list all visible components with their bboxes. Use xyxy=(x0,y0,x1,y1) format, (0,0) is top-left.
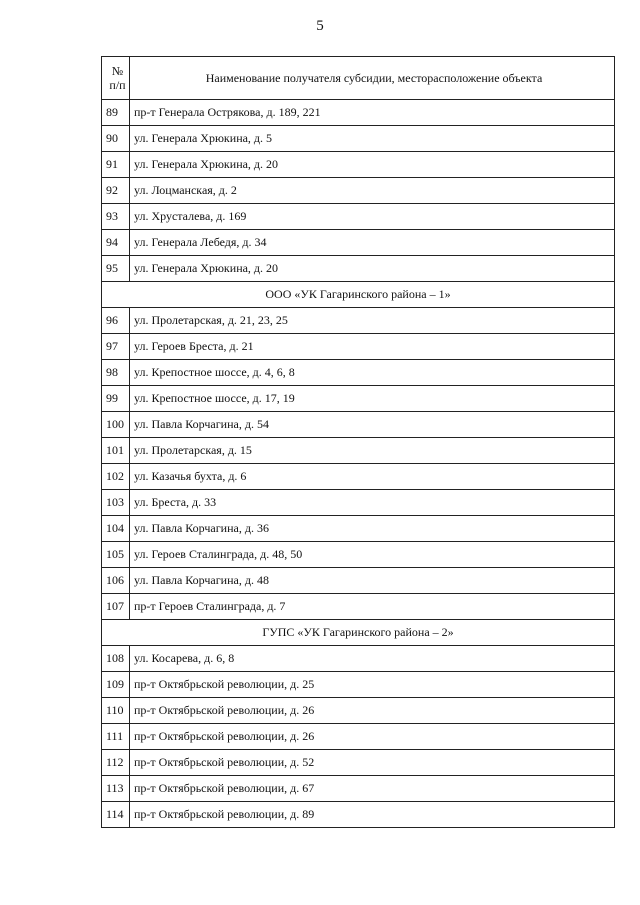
row-address: ул. Павла Корчагина, д. 36 xyxy=(130,516,615,542)
row-number: 101 xyxy=(102,438,130,464)
group-header-text: ООО «УК Гагаринского района – 1» xyxy=(102,282,615,308)
table-row xyxy=(102,100,615,126)
table-row xyxy=(102,542,615,568)
row-address: ул. Пролетарская, д. 15 xyxy=(130,438,615,464)
row-number: 98 xyxy=(102,360,130,386)
table-row xyxy=(102,178,615,204)
row-number: 92 xyxy=(102,178,130,204)
row-number: 113 xyxy=(102,776,130,802)
row-number: 95 xyxy=(102,256,130,282)
table-row xyxy=(102,698,615,724)
table-row xyxy=(102,724,615,750)
row-address: пр-т Октябрьской революции, д. 67 xyxy=(130,776,615,802)
header-name-column: Наименование получателя субсидии, месторасположение объекта xyxy=(130,57,615,100)
table-row xyxy=(102,646,615,672)
row-number: 97 xyxy=(102,334,130,360)
row-address: ул. Бреста, д. 33 xyxy=(130,490,615,516)
row-address: ул. Героев Бреста, д. 21 xyxy=(130,334,615,360)
row-number: 106 xyxy=(102,568,130,594)
table-row xyxy=(102,490,615,516)
row-number: 102 xyxy=(102,464,130,490)
table-row xyxy=(102,672,615,698)
row-address: ул. Генерала Хрюкина, д. 20 xyxy=(130,256,615,282)
row-address: ул. Косарева, д. 6, 8 xyxy=(130,646,615,672)
table-row xyxy=(102,802,615,828)
page-number: 5 xyxy=(316,18,324,34)
row-address: пр-т Октябрьской революции, д. 52 xyxy=(130,750,615,776)
table-row xyxy=(102,464,615,490)
table-row xyxy=(102,308,615,334)
table-row xyxy=(102,256,615,282)
table-row xyxy=(102,204,615,230)
row-address: ул. Крепостное шоссе, д. 4, 6, 8 xyxy=(130,360,615,386)
row-number: 108 xyxy=(102,646,130,672)
row-address: ул. Павла Корчагина, д. 54 xyxy=(130,412,615,438)
row-address: ул. Героев Сталинграда, д. 48, 50 xyxy=(130,542,615,568)
row-number: 114 xyxy=(102,802,130,828)
row-address: пр-т Октябрьской революции, д. 89 xyxy=(130,802,615,828)
subsidy-recipients-table xyxy=(101,56,615,828)
group-header-row xyxy=(102,282,615,308)
table-row xyxy=(102,334,615,360)
table-row xyxy=(102,594,615,620)
row-number: 111 xyxy=(102,724,130,750)
row-address: ул. Павла Корчагина, д. 48 xyxy=(130,568,615,594)
row-address: ул. Крепостное шоссе, д. 17, 19 xyxy=(130,386,615,412)
row-address: ул. Пролетарская, д. 21, 23, 25 xyxy=(130,308,615,334)
table-row xyxy=(102,230,615,256)
row-address: ул. Генерала Хрюкина, д. 20 xyxy=(130,152,615,178)
row-number: 107 xyxy=(102,594,130,620)
table-header-row xyxy=(102,57,615,100)
row-address: пр-т Октябрьской революции, д. 26 xyxy=(130,724,615,750)
header-number-column xyxy=(102,57,130,100)
group-header-row xyxy=(102,620,615,646)
row-number: 104 xyxy=(102,516,130,542)
table-row xyxy=(102,152,615,178)
header-number-abbrev: п/п xyxy=(109,78,126,92)
row-number: 91 xyxy=(102,152,130,178)
table-row xyxy=(102,126,615,152)
row-number: 110 xyxy=(102,698,130,724)
row-address: пр-т Октябрьской революции, д. 26 xyxy=(130,698,615,724)
row-number: 100 xyxy=(102,412,130,438)
row-number: 105 xyxy=(102,542,130,568)
table-body xyxy=(102,100,615,828)
table-row xyxy=(102,360,615,386)
table-row xyxy=(102,386,615,412)
table-row xyxy=(102,750,615,776)
row-address: ул. Хрусталева, д. 169 xyxy=(130,204,615,230)
row-number: 112 xyxy=(102,750,130,776)
header-number-symbol: № xyxy=(111,64,124,78)
row-address: ул. Казачья бухта, д. 6 xyxy=(130,464,615,490)
row-address: ул. Генерала Лебедя, д. 34 xyxy=(130,230,615,256)
row-address: пр-т Героев Сталинграда, д. 7 xyxy=(130,594,615,620)
row-address: пр-т Генерала Острякова, д. 189, 221 xyxy=(130,100,615,126)
row-address: ул. Генерала Хрюкина, д. 5 xyxy=(130,126,615,152)
row-number: 90 xyxy=(102,126,130,152)
row-number: 99 xyxy=(102,386,130,412)
row-address: пр-т Октябрьской революции, д. 25 xyxy=(130,672,615,698)
row-number: 94 xyxy=(102,230,130,256)
row-number: 89 xyxy=(102,100,130,126)
table-row xyxy=(102,776,615,802)
row-number: 109 xyxy=(102,672,130,698)
row-number: 96 xyxy=(102,308,130,334)
table-row xyxy=(102,516,615,542)
group-header-text: ГУПС «УК Гагаринского района – 2» xyxy=(102,620,615,646)
row-number: 93 xyxy=(102,204,130,230)
row-number: 103 xyxy=(102,490,130,516)
row-address: ул. Лоцманская, д. 2 xyxy=(130,178,615,204)
table-row xyxy=(102,438,615,464)
table-row xyxy=(102,568,615,594)
table-row xyxy=(102,412,615,438)
